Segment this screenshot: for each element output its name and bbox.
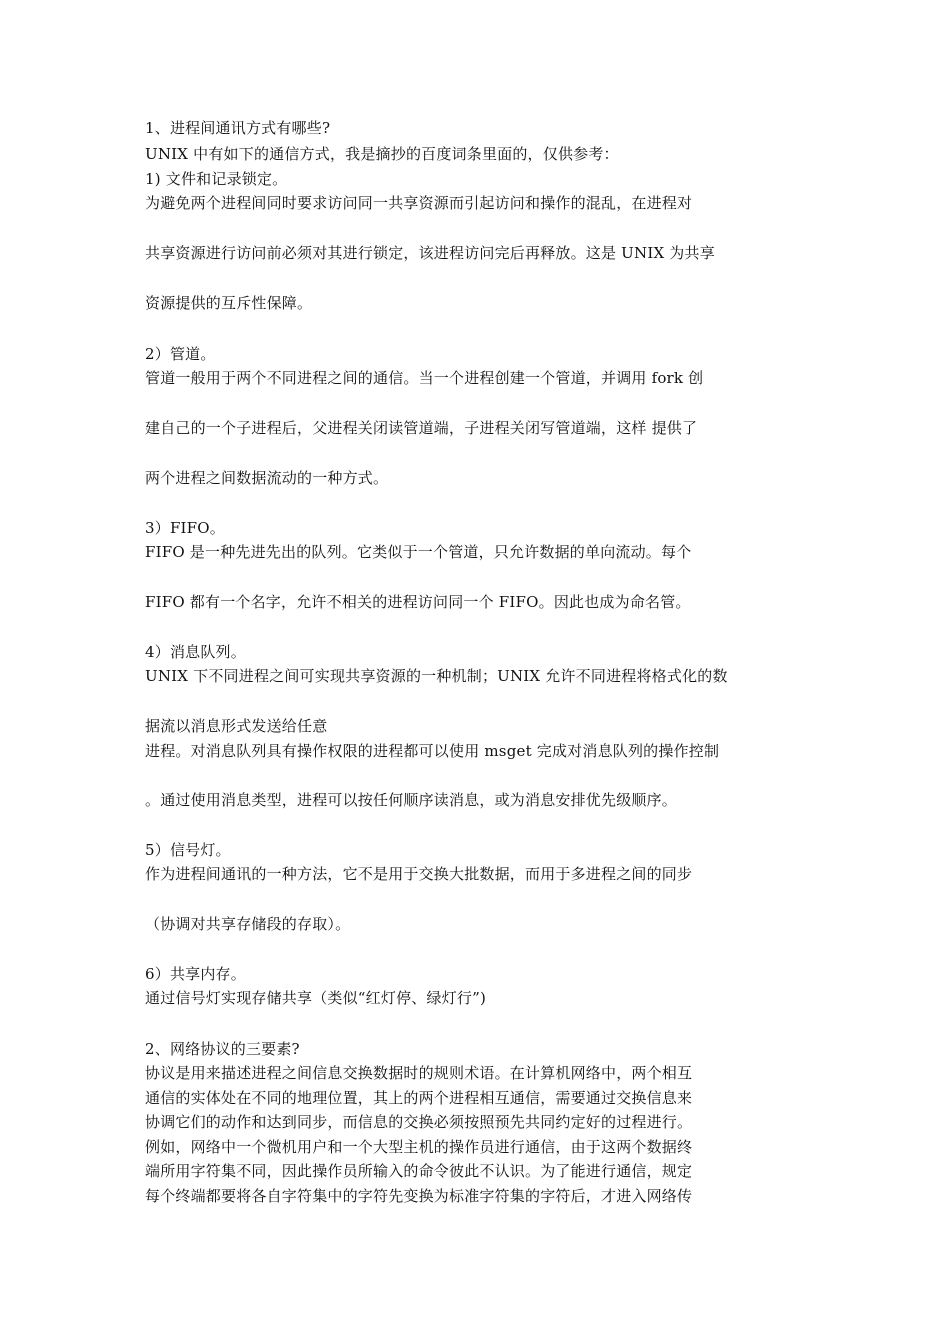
item-3-text-line-1: FIFO 是一种先进先出的队列。它类似于一个管道，只允许数据的单向流动。每个 [145,543,692,561]
item-2-title: 2）管道。 [145,345,216,363]
item-1-title: 1) 文件和记录锁定。 [145,170,288,188]
item-4-text-line-4: 。通过使用消息类型，进程可以按任何顺序读消息，或为消息安排优先级顺序。 [145,791,678,809]
item-4-text-line-2: 据流以消息形式发送给任意 [145,717,328,735]
heading-question-1: 1、进程间通讯方式有哪些? [145,119,331,137]
item-1-text-line-2: 共享资源进行访问前必须对其进行锁定，该进程访问完后再释放。这是 UNIX 为共享 [145,244,715,262]
item-5-text-line-1: 作为进程间通讯的一种方法，它不是用于交换大批数据，而用于多进程之间的同步 [145,865,693,883]
item-1-text-line-3: 资源提供的互斥性保障。 [145,294,313,312]
item-4-text-line-1: UNIX 下不同进程之间可实现共享资源的一种机制；UNIX 允许不同进程将格式化的数 [145,667,728,685]
answer-2-line-2: 通信的实体处在不同的地理位置，其上的两个进程相互通信，需要通过交换信息来 [145,1089,693,1107]
intro-line: UNIX 中有如下的通信方式，我是摘抄的百度词条里面的，仅供参考： [145,145,619,163]
item-2-text-line-2: 建自己的一个子进程后，父进程关闭读管道端，子进程关闭写管道端，这样 提供了 [145,419,698,437]
item-6-text-line-1: 通过信号灯实现存储共享（类似“红灯停、绿灯行”) [145,989,486,1007]
item-4-text-line-3: 进程。对消息队列具有操作权限的进程都可以使用 msget 完成对消息队列的操作控制 [145,742,720,760]
item-5-text-line-2: （协调对共享存储段的存取）。 [145,915,351,933]
answer-2-line-5: 端所用字符集不同，因此操作员所输入的命令彼此不认识。为了能进行通信，规定 [145,1162,693,1180]
answer-2-line-3: 协调它们的动作和达到同步，而信息的交换必须按照预先共同约定好的过程进行。 [145,1113,693,1131]
answer-2-line-1: 协议是用来描述进程之间信息交换数据时的规则术语。在计算机网络中，两个相互 [145,1064,693,1082]
item-5-title: 5）信号灯。 [145,841,231,859]
item-2-text-line-1: 管道一般用于两个不同进程之间的通信。当一个进程创建一个管道，并调用 fork 创 [145,369,704,387]
item-3-title: 3）FIFO。 [145,519,225,537]
answer-2-line-6: 每个终端都要将各自字符集中的字符先变换为标准字符集的字符后，才进入网络传 [145,1187,693,1205]
heading-question-2: 2、网络协议的三要素? [145,1040,300,1058]
item-2-text-line-3: 两个进程之间数据流动的一种方式。 [145,469,389,487]
item-1-text-line-1: 为避免两个进程间同时要求访问同一共享资源而引起访问和操作的混乱，在进程对 [145,194,693,212]
answer-2-line-4: 例如，网络中一个微机用户和一个大型主机的操作员进行通信，由于这两个数据终 [145,1138,693,1156]
item-3-text-line-2: FIFO 都有一个名字，允许不相关的进程访问同一个 FIFO。因此也成为命名管。 [145,593,691,611]
item-6-title: 6）共享内存。 [145,965,246,983]
item-4-title: 4）消息队列。 [145,643,246,661]
